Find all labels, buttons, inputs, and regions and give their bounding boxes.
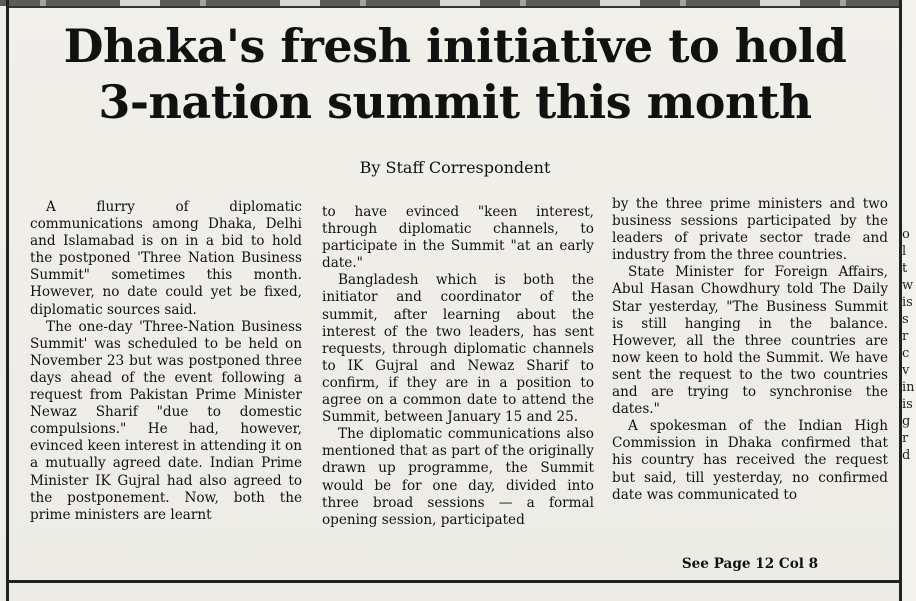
article-column-3 [612,196,888,576]
paragraph: State Minister for Foreign Affairs, Abul Hasan Chowdhury told The Daily Star yesterday, "The Business Summit is still hanging in the balance. However, all the three countries are now keen to hold the Summit. We have sent the request to the two countries and are trying to synchronise the dates." [612,264,888,418]
paragraph: A spokesman of the Indian High Commission in Dhaka confirmed that his country has received the request but said, till yesterday, no confirmed date was communicated to [612,418,888,503]
paragraph: to have evinced "keen interest, through diplomatic channels, to participate in the Summit "at an early date." [322,204,594,272]
paragraph: A flurry of diplomatic communications among Dhaka, Delhi and Islamabad is on in a bid to hold the postponed 'Three Nation Business Summit" sometimes this month. However, no date could yet be fixed, diplomatic sources said. [30,199,302,318]
fragment-line: t [902,261,908,276]
fragment-line: in [902,380,915,395]
fragment-line: d [902,448,911,463]
top-rule [6,6,902,8]
headline-line-1: Dhaka's fresh initiative to hold [63,19,847,73]
headline [16,18,894,130]
article-column-2 [322,204,594,584]
fragment-line: r [902,431,909,446]
fragment-line: r [902,329,909,344]
byline: By Staff Correspondent [359,158,551,177]
paragraph: The diplomatic communications also mentioned that as part of the originally drawn up programme, the Summit would be for one day, divided into three broad sessions — a formal opening session, participated [322,426,594,528]
adjacent-article-fragment [902,0,916,601]
fragment-line: w [902,278,914,293]
fragment-line: l [902,244,907,259]
fragment-line: o [902,227,910,242]
paragraph: by the three prime ministers and two business sessions participated by the leaders of private sector trade and industry from the three countries. [612,196,888,264]
paragraph: The one-day 'Three-Nation Business Summit' was scheduled to be held on November 23 but was postponed three days ahead of the event following a request from Pakistan Prime Minister Newaz Sharif "due to domestic compulsions." He had, however, evinced keen interest in attending it on a mutually agreed date. Indian Prime Minister IK Gujral had also agreed to the postponement. Now, both the prime ministers are learnt [30,318,302,523]
fragment-line: g [902,414,911,429]
fragment-line: s [902,312,909,327]
article-column-1 [30,199,302,579]
paragraph: Bangladesh which is both the initiator and coordinator of the summit, after learning about the interest of the two leaders, has sent requests, through diplomatic channels to IK Gujral and Newaz Sharif to confirm, if they are in a position to agree on a common date to attend the Summit, between January 15 and 25. [322,272,594,426]
fragment-line: v [902,363,910,378]
fragment-line: c [902,346,910,361]
headline-line-2: 3-nation summit this month [98,75,812,129]
continuation-note: See Page 12 Col 8 [681,556,819,572]
fragment-line: is [902,397,913,412]
fragment-line: is [902,295,913,310]
left-column-rule [6,0,9,601]
bottom-rule [6,580,902,583]
